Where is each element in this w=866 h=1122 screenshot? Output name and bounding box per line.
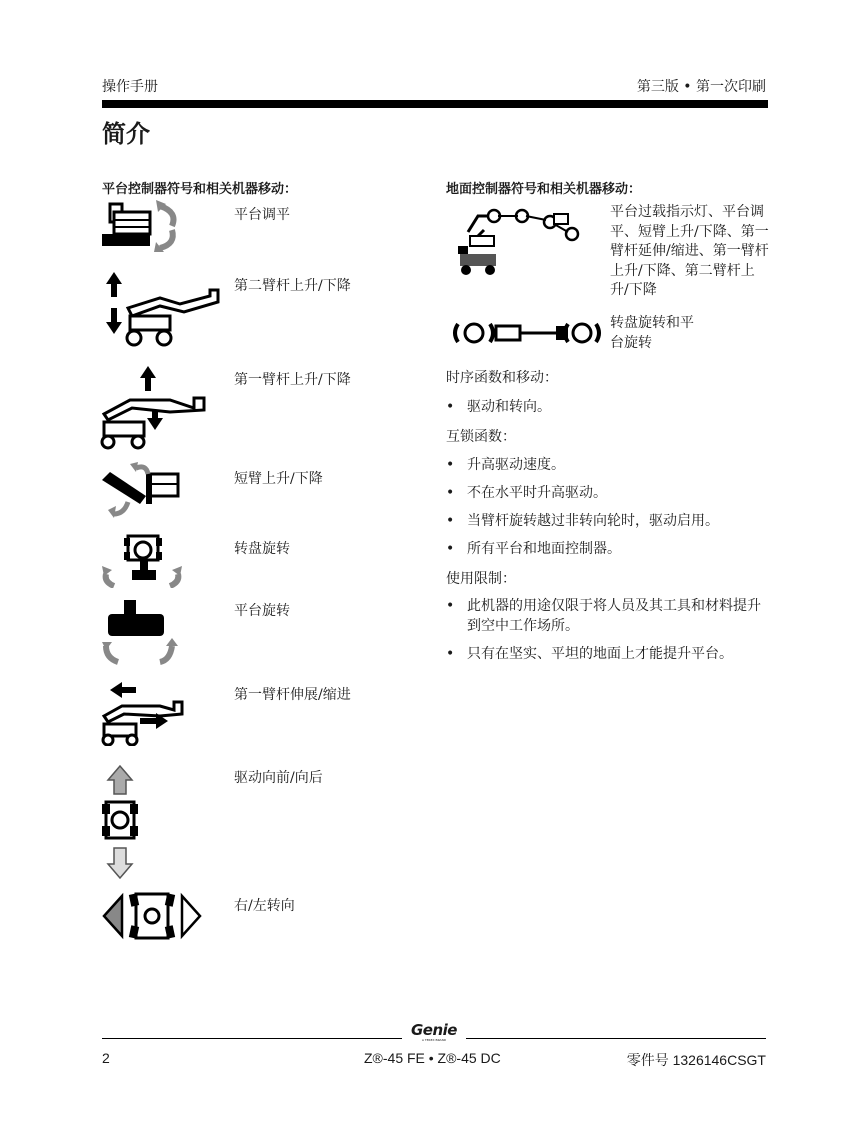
interlock-item-text: 不在水平时升高驱动。	[467, 485, 607, 501]
list-item: • 此机器的用途仅限于将人员及其工具和材料提升到空中工作场所。	[446, 597, 768, 636]
turntable-rotate-label: 转盘旋转	[234, 541, 290, 557]
turntable-platform-rotate-icon	[452, 316, 604, 350]
secondary-boom-up-down-label: 第二臂杆上升/下降	[234, 278, 351, 294]
primary-boom-up-down-icon	[100, 364, 210, 450]
page-title: 简介	[102, 120, 150, 148]
list-item: • 当臂杆旋转越过非转向轮时，驱动启用。	[446, 512, 768, 532]
genie-logo-subtext: A TEREX BRAND	[421, 1038, 447, 1042]
header-rule	[102, 100, 768, 108]
turntable-rotate-icon	[100, 532, 184, 588]
turntable-platform-rotate-label: 转盘旋转和平台旋转	[610, 315, 694, 351]
platform-rotate-icon	[100, 598, 184, 666]
primary-boom-extend-retract-label: 第一臂杆伸展/缩进	[234, 687, 351, 703]
footer-rule-left	[102, 1038, 402, 1039]
page-number: 2	[102, 1050, 110, 1066]
limits-item-text: 只有在坚实、平坦的地面上才能提升平台。	[467, 646, 733, 662]
platform-rotate-label: 平台旋转	[234, 603, 290, 619]
ground-controls-boom-label: 平台过载指示灯、平台调平、短臂上升/下降、第一臂杆延伸/缩进、第一臂杆上升/下降、第二臂杆上升/下降	[610, 204, 769, 298]
footer-rule-right	[466, 1038, 766, 1039]
sequence-heading: 时序函数和移动：	[446, 370, 558, 386]
interlock-heading: 互锁函数：	[446, 429, 516, 445]
drive-forward-reverse-icon	[100, 764, 140, 880]
list-item: • 驱动和转向。	[446, 398, 768, 418]
part-number-value: 1326146CSGT	[672, 1052, 766, 1068]
interlock-item-text: 当臂杆旋转越过非转向轮时，驱动启用。	[467, 513, 719, 529]
drive-forward-reverse-label: 驱动向前/向后	[234, 770, 323, 786]
primary-boom-extend-retract-icon	[100, 680, 186, 746]
secondary-boom-up-down-icon	[100, 268, 224, 348]
header-edition-label: 第三版 • 第一次印刷	[636, 79, 766, 95]
steer-right-left-icon	[100, 888, 206, 944]
genie-logo-text: Genie	[411, 1021, 457, 1039]
part-number-label: 零件号	[626, 1053, 669, 1069]
ground-controls-heading: 地面控制器符号和相关机器移动：	[446, 182, 642, 197]
list-item: • 所有平台和地面控制器。	[446, 540, 768, 560]
header-manual-label: 操作手册	[102, 79, 158, 95]
interlock-item-text: 所有平台和地面控制器。	[467, 541, 621, 557]
platform-controls-heading: 平台控制器符号和相关机器移动：	[102, 182, 298, 197]
list-item: • 不在水平时升高驱动。	[446, 484, 768, 504]
limits-item-text: 此机器的用途仅限于将人员及其工具和材料提升到空中工作场所。	[467, 598, 761, 634]
list-item: • 升高驱动速度。	[446, 456, 768, 476]
ground-controls-boom-icon	[454, 202, 604, 278]
platform-level-label: 平台调平	[234, 207, 290, 223]
jib-boom-up-down-label: 短臂上升/下降	[234, 471, 323, 487]
steer-right-left-label: 右/左转向	[234, 898, 295, 914]
interlock-item-text: 升高驱动速度。	[467, 457, 565, 473]
platform-level-icon	[100, 198, 184, 254]
model-label: Z®-45 FE • Z®-45 DC	[364, 1050, 501, 1066]
list-item: • 只有在坚实、平坦的地面上才能提升平台。	[446, 645, 768, 665]
sequence-item-text: 驱动和转向。	[467, 399, 551, 415]
part-number-block	[627, 1050, 766, 1070]
primary-boom-up-down-label: 第一臂杆上升/下降	[234, 372, 351, 388]
jib-boom-up-down-icon	[100, 462, 184, 520]
limits-heading: 使用限制：	[446, 571, 516, 587]
genie-logo	[404, 1022, 464, 1042]
